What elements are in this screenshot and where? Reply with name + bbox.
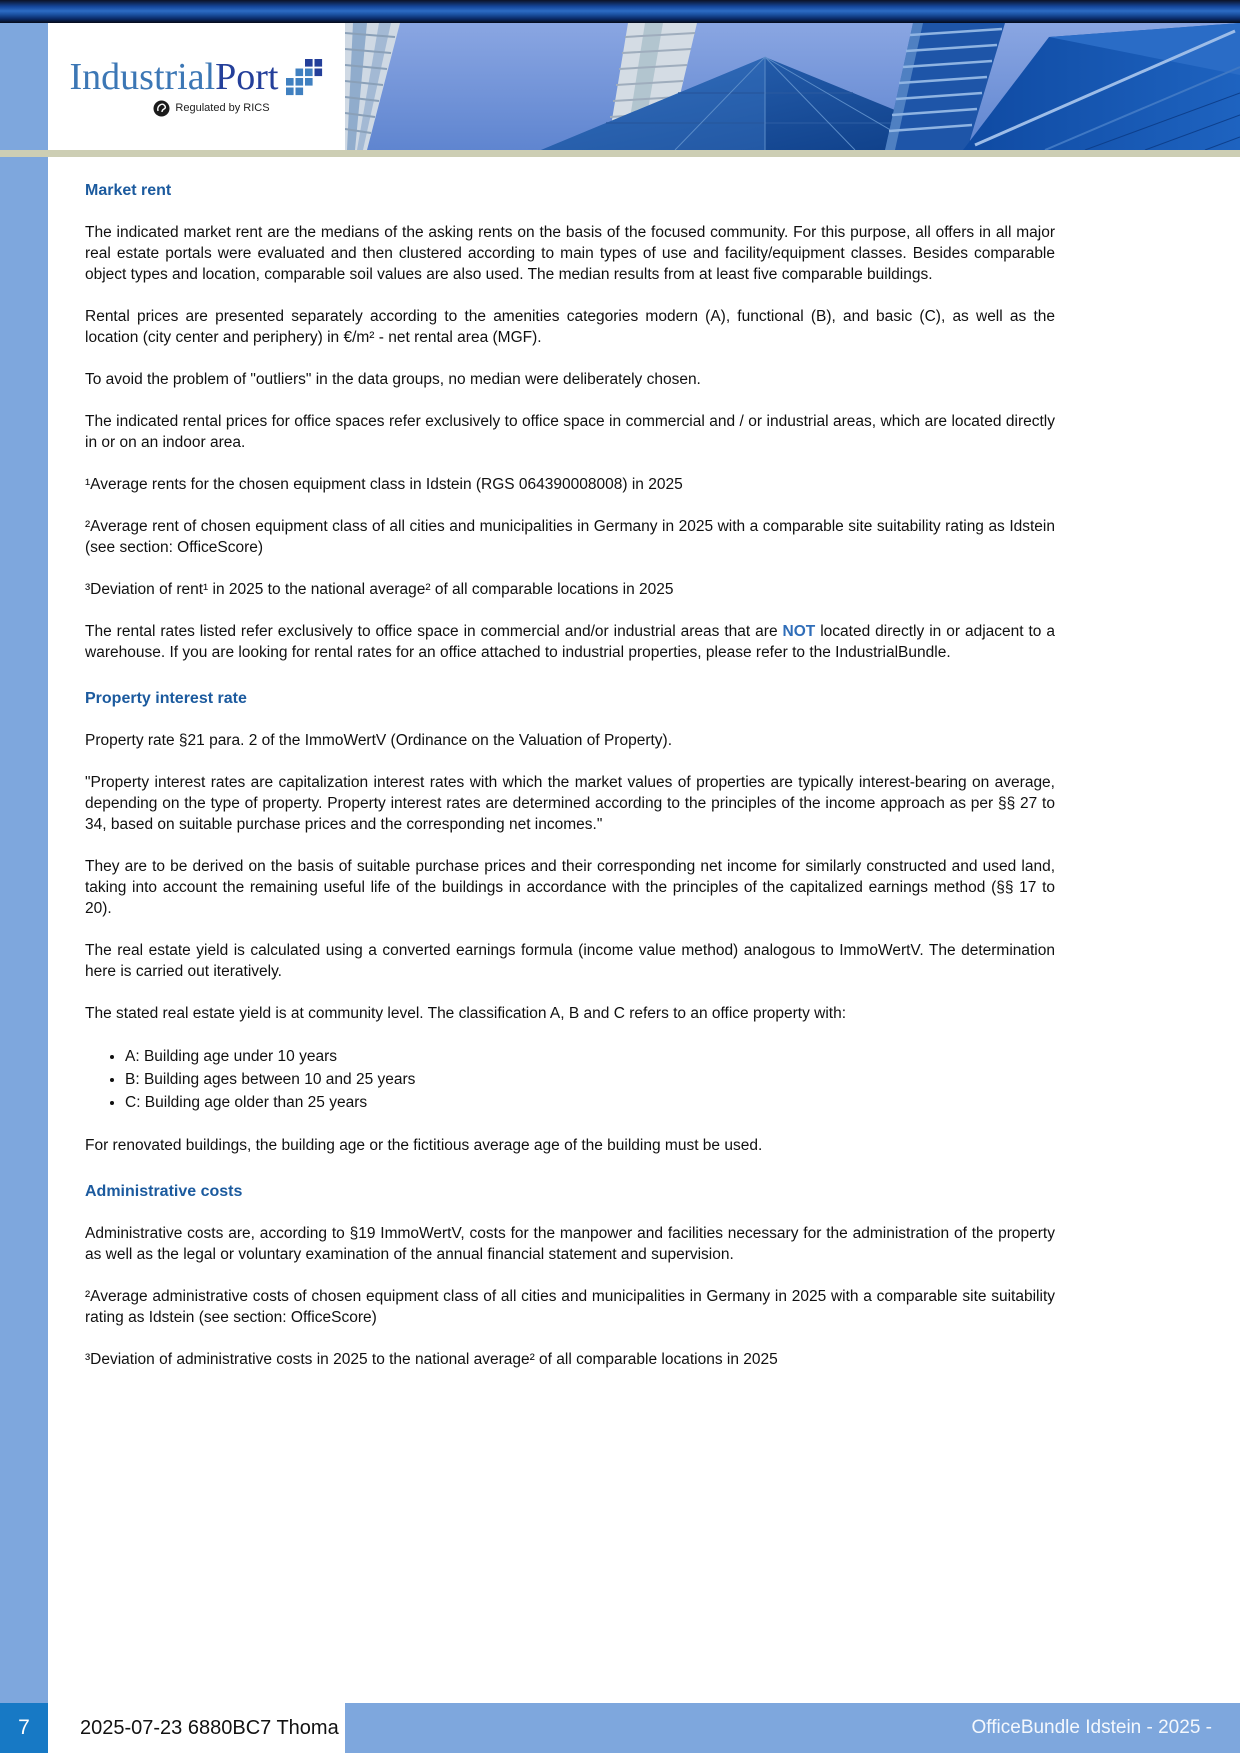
footer-document-title: OfficeBundle Idstein - 2025 - xyxy=(971,1717,1212,1738)
logo-area xyxy=(48,23,345,150)
paragraph: To avoid the problem of "outliers" in the data groups, no median were deliberately chosen. xyxy=(85,371,701,388)
logo-wordmark xyxy=(70,57,279,97)
side-strip xyxy=(0,23,48,1703)
rics-lion-icon xyxy=(153,100,170,117)
rics-badge xyxy=(153,100,269,117)
paragraph xyxy=(85,621,1055,663)
paragraph: The indicated market rent are the medians of the asking rents on the basis of the focused community. For this purpose, all offers in all major real estate portals were evaluated and then clustered according to main types of use and facility/equipment classes. Besides comparable object types and location, comparable soil values are also used. The median results from at least five comparable buildings. xyxy=(85,224,1055,283)
paragraph: Administrative costs are, according to §19 ImmoWertV, costs for the manpower and facilities necessary for the administration of the property as well as the legal or voluntary examination of the annual financial statement and supervision. xyxy=(85,1225,1055,1263)
footnote: ³Deviation of rent¹ in 2025 to the national average² of all comparable locations in 2025 xyxy=(85,581,674,598)
section-heading-administrative-costs: Administrative costs xyxy=(85,1183,243,1200)
footer-bar xyxy=(345,1703,1240,1753)
paragraph: Property rate §21 para. 2 of the ImmoWertV (Ordinance on the Valuation of Property). xyxy=(85,732,673,749)
footnote: ¹Average rents for the chosen equipment class in Idstein (RGS 064390008008) in 2025 xyxy=(85,476,683,493)
paragraph: Rental prices are presented separately according to the amenities categories modern (A), functional (B), and basic (C), as well as the location (city center and periphery) in €/m² - net rental area (MGF). xyxy=(85,308,1055,346)
paragraph: The stated real estate yield is at community level. The classification A, B and C refers to an office property with: xyxy=(85,1005,847,1022)
bullet-list xyxy=(85,1045,1055,1114)
document-body xyxy=(85,180,1055,1391)
header-divider-line xyxy=(0,150,1240,157)
footnote: ²Average administrative costs of chosen equipment class of all cities and municipalities in Germany in 2025 with a comparable site suitability rating as Idstein (see section: OfficeScore) xyxy=(85,1288,1055,1326)
section-heading-market-rent: Market rent xyxy=(85,182,172,199)
paragraph: "Property interest rates are capitalization interest rates with which the market values of properties are typically interest-bearing on average, depending on the type of property. Property interest rates are determined according to the principles of the income approach as per §§ 27 to 34, based on suitable purchase prices and the corresponding net incomes." xyxy=(85,774,1055,833)
paragraph-text: located directly in or adjacent to a warehouse. If you are looking for rental rates for an office attached to industrial properties, please refer to the IndustrialBundle. xyxy=(85,623,1056,661)
paragraph: The real estate yield is calculated using a converted earnings formula (income value method) analogous to ImmoWertV. The determination here is carried out iteratively. xyxy=(85,942,1055,980)
footer-date-text: 2025-07-23 6880BC7 Thoma xyxy=(80,1716,339,1739)
rics-label: Regulated by RICS xyxy=(175,102,270,114)
section-heading-property-interest-rate: Property interest rate xyxy=(85,690,247,707)
footnote: ³Deviation of administrative costs in 2025 to the national average² of all comparable locations in 2025 xyxy=(85,1351,778,1368)
not-emphasis: NOT xyxy=(782,623,816,640)
paragraph: The indicated rental prices for office spaces refer exclusively to office space in commercial and / or industrial areas, which are located directly in or on an indoor area. xyxy=(85,413,1055,451)
industrialport-logo xyxy=(70,57,324,97)
list-item: • C: Building age older than 25 years xyxy=(125,1091,1055,1114)
list-item: • B: Building ages between 10 and 25 years xyxy=(125,1068,1055,1091)
paragraph-text: The rental rates listed refer exclusively to office space in commercial and/or industrial areas that are xyxy=(85,623,783,640)
paragraph: For renovated buildings, the building age or the fictitious average age of the building must be used. xyxy=(85,1137,763,1154)
footnote: ²Average rent of chosen equipment class of all cities and municipalities in Germany in 2025 with a comparable site suitability rating as Idstein (see section: OfficeScore) xyxy=(85,518,1055,556)
pixel-grid-icon xyxy=(286,59,324,97)
logo-word-industrial: Industrial xyxy=(69,55,216,98)
paragraph: They are to be derived on the basis of suitable purchase prices and their corresponding net income for similarly constructed and used land, taking into account the remaining useful life of the buildings in accordance with the principles of the capitalized earnings method (§§ 17 to 20). xyxy=(85,858,1055,917)
logo-word-port: Port xyxy=(215,55,279,98)
page-number-badge: 7 xyxy=(0,1703,48,1753)
list-item: • A: Building age under 10 years xyxy=(125,1045,1055,1068)
header-photo xyxy=(345,23,1240,150)
top-bar xyxy=(0,0,1240,23)
